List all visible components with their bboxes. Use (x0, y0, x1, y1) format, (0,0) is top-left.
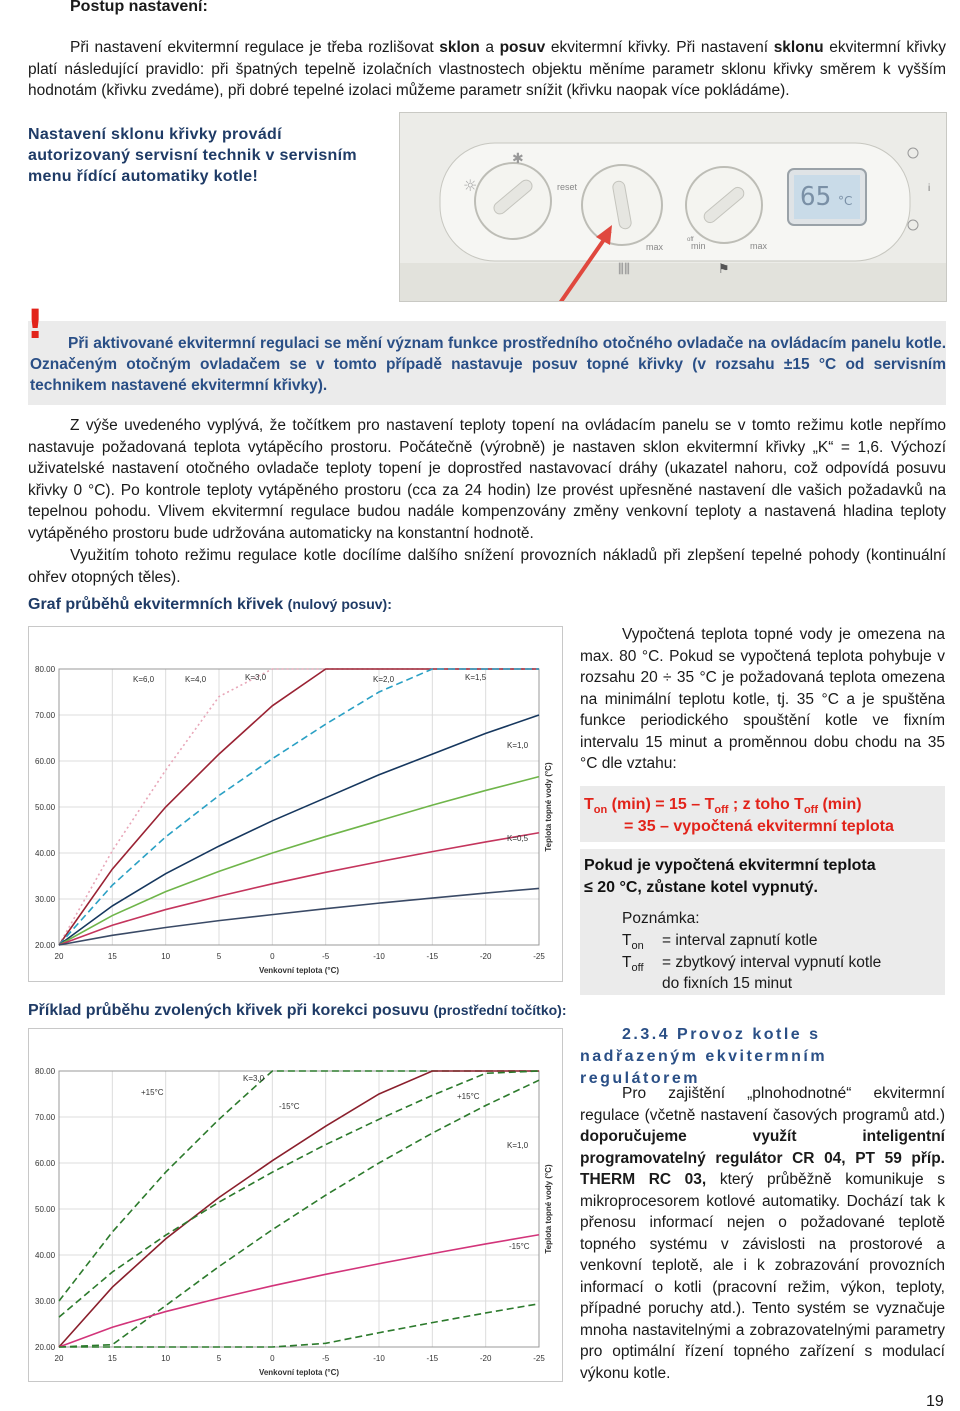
x-tick-label: 0 (270, 952, 275, 961)
series-label: +15°C (141, 1088, 164, 1097)
min-label: min (691, 241, 706, 251)
x-tick-label: -25 (533, 1354, 545, 1363)
sun-icon: ☼ (463, 176, 478, 195)
intro-text-4: ekvitermní křivky platí následující pravidlo: při špatných tepelně izolačních vlastnostech objektu měníme parametr sklonu křivky směrem k vyšším hodnotám (křivku zvedáme), při dobré tepelné izolaci můžeme parametr snížit (křivku naopak více pokládáme). (28, 39, 946, 99)
off-label: off (687, 237, 694, 243)
intro-text-2: a (485, 39, 494, 56)
chart1-title (28, 596, 392, 614)
y-axis-label: Teplota topné vody (°C) (544, 1164, 553, 1254)
toff-definition-1: = zbytkový interval vypnutí kotle (662, 954, 882, 971)
x-tick-label: -15 (426, 1354, 439, 1363)
series-label: K=1,5 (465, 673, 487, 682)
formula-line-1: $T_{on}$ $(\min) = 15 - T_{off}$ ; z toho $T_{off}$ (min) (584, 796, 862, 817)
x-tick-label: 15 (107, 952, 117, 961)
x-axis-label: Venkovní teplota (°C) (258, 966, 340, 975)
panel-illustration (400, 113, 946, 301)
series-line (59, 1080, 539, 1347)
regulator-text-bold: doporučujeme využít inteligentní programovatelný regulátor CR 04, PT 59 příp. THERM RC 03, (580, 1128, 945, 1188)
y-tick-label: 70.00 (35, 711, 56, 720)
series-label: -15°C (509, 1242, 530, 1251)
series-label: -15°C (279, 1102, 300, 1111)
radiator-icon: ⫼⫼ (618, 262, 630, 277)
y-tick-label: 30.00 (35, 895, 56, 904)
tap-icon: ⚑ (718, 262, 730, 277)
max-label-heating: max (646, 242, 664, 252)
display-unit: °C (838, 194, 853, 208)
x-tick-label: -10 (373, 1354, 385, 1363)
body-paragraph-2: Využitím tohoto režimu regulace kotle docílíme dalšího snížení provozních nákladů při zlepšení tepelné pohody (kontinuální ohřev otopných těles). (28, 547, 946, 586)
page-heading: Postup nastavení: (70, 0, 208, 15)
page-number: 19 (926, 1393, 944, 1410)
warning-mark: ! (26, 302, 45, 348)
chart2-svg (29, 1029, 562, 1381)
toff-definition-2: do fixních 15 minut (662, 975, 793, 992)
x-tick-label: 0 (270, 1354, 275, 1363)
y-tick-label: 80.00 (35, 665, 56, 674)
y-tick-label: 60.00 (35, 1159, 56, 1168)
warning-text: Při aktivované ekvitermní regulaci se mění význam funkce prostředního otočného ovladače na ovládacím panelu kotle. Označeným otočným ovladačem se v tomto případě nastavuje posuv topné křivky (v rozsahu ±15 °C od servisním technikem nastavené ekvitermní křivky). (30, 335, 946, 394)
toff-symbol: $T_{off}$ (622, 954, 644, 975)
series-line (59, 888, 539, 945)
intro-bold-sklon: sklon (439, 39, 480, 56)
series-label: +15°C (457, 1092, 480, 1101)
ton-definition: = interval zapnutí kotle (662, 932, 818, 949)
regulator-text-a: Pro zajištění „plnohodnotné“ ekvitermní regulace (včetně nastavení časových programů atd.) (580, 1085, 945, 1124)
chart2-frame (28, 1028, 563, 1382)
x-tick-label: -20 (479, 952, 492, 961)
chart2-title-sub: (prostřední točítko): (433, 1002, 567, 1018)
info-label: i (928, 183, 931, 194)
section-heading: 2.3.4 Provoz kotle s nadřazeným ekvitermním regulátorem (580, 1026, 828, 1087)
x-tick-label: -5 (322, 952, 330, 961)
y-tick-label: 60.00 (35, 757, 56, 766)
regulator-text-c: který průběžně komunikuje s mikroprocesorem kotlové automatiky. Dochází tak k přenosu informací nejen o požadované teplotě topného systému v závislosti na prostorové a venkovní teplotě, ale i k zobrazování provozních informací o kotli (pracovní režim, výkon, teploty, případné poruchy atd.). Tento systém se vyznačuje mnoha nastavitelnými a zobrazovatelnými parametry pro optimální řízení topného zařízení s modulací výkonu kotle. (580, 1171, 946, 1382)
x-tick-label: 15 (107, 1354, 117, 1363)
right-paragraph-2 (580, 1083, 945, 1384)
y-tick-label: 70.00 (35, 1113, 56, 1122)
note-title: Poznámka: (622, 910, 700, 927)
y-tick-label: 50.00 (35, 803, 56, 812)
y-axis-label: Teplota topné vody (°C) (544, 762, 553, 852)
intro-text-3: ekvitermní křivky. Při nastavení (550, 39, 769, 56)
y-tick-label: 40.00 (35, 849, 56, 858)
ton-symbol: $T_{on}$ (622, 932, 644, 953)
intro-paragraph (28, 37, 946, 102)
y-tick-label: 50.00 (35, 1205, 56, 1214)
intro-text-1: Při nastavení ekvitermní regulace je třeba rozlišovat (70, 39, 434, 56)
chart2-title (28, 1002, 566, 1020)
right-paragraph-1: Vypočtená teplota topné vody je omezena na max. 80 °C. Pokud se vypočtená teplota pohybuje v rozsahu 20 ÷ 35 °C je požadovaná teplota omezena na minimální teplotu kotle, tj. 35 °C a je spuštěna funkce periodického spouštění kotle ve fixním intervalu 15 minut a proměnnou dobu chodu na 35 °C dle vztahu: (580, 626, 945, 772)
intro-bold-sklonu: sklonu (773, 39, 824, 56)
chart1-title-sub: (nulový posuv): (287, 596, 392, 612)
chart1-svg (29, 627, 562, 981)
x-tick-label: -10 (373, 952, 385, 961)
x-tick-label: 5 (216, 1354, 222, 1363)
x-tick-label: -25 (533, 952, 545, 961)
series-line (59, 1304, 539, 1347)
series-line (59, 833, 539, 945)
x-tick-label: 20 (54, 1354, 64, 1363)
switch-off-text: Pokud je vypočtená ekvitermní teplota ≤ 20 °C, zůstane kotel vypnutý. (584, 857, 876, 896)
y-tick-label: 40.00 (35, 1251, 56, 1260)
series-label: K=3,0 (243, 1074, 265, 1083)
boiler-control-panel-photo (399, 112, 947, 302)
intro-bold-posuv: posuv (499, 39, 546, 56)
x-tick-label: -15 (426, 952, 439, 961)
x-tick-label: 10 (161, 1354, 171, 1363)
x-tick-label: 5 (216, 952, 222, 961)
chart1-frame (28, 626, 563, 982)
display-temperature: 65 (800, 182, 832, 212)
chart2-title-main: Příklad průběhu zvolených křivek při korekci posuvu (28, 1002, 430, 1019)
series-line (59, 715, 539, 945)
series-label: K=2,0 (373, 675, 395, 684)
x-tick-label: 10 (161, 952, 171, 961)
series-label: K=6,0 (133, 675, 155, 684)
x-tick-label: -5 (322, 1354, 330, 1363)
snowflake-icon: ✱ (512, 151, 524, 167)
series-label: K=4,0 (185, 675, 207, 684)
x-tick-label: -20 (479, 1354, 492, 1363)
formula-line-2: = 35 – vypočtená ekvitermní teplota (624, 818, 894, 835)
series-label: K=1,0 (507, 1141, 529, 1150)
series-label: K=3,0 (245, 673, 267, 682)
x-axis-label: Venkovní teplota (°C) (258, 1368, 340, 1377)
reset-label: reset (557, 182, 578, 192)
series-label: K=1,0 (507, 741, 529, 750)
service-note: Nastavení sklonu křivky provádí autorizovaný servisní technik v servisním menu řídící automatiky kotle! (28, 126, 357, 185)
series-label: K=0,5 (507, 834, 529, 843)
y-tick-label: 20.00 (35, 941, 56, 950)
chart1-title-main: Graf průběhů ekvitermních křivek (28, 596, 284, 613)
y-tick-label: 20.00 (35, 1343, 56, 1352)
y-tick-label: 80.00 (35, 1067, 56, 1076)
x-tick-label: 20 (54, 952, 64, 961)
body-paragraph-1: Z výše uvedeného vyplývá, že točítkem pro nastavení teploty topení na ovládacím panelu se v tomto režimu kotle nepřímo nastavuje požadovaná teplota vytápěcího prostoru. Počátečně (výrobně) je nastaven sklon ekvitermní křivky „K“ = 1,6. Výchozí uživatelské nastavení otočného ovladače teploty topení je doprostřed nastavovací dráhy (ukazatel nahoru, což odpovídá posuvu křivky 0 °C). Po kontrole teploty vytápěného prostoru (cca za 24 hodin) lze provést upřesněné nastavení dle vašich požadavků na tepelnou pohodu. Vlivem ekvitermní regulace budou nadále kompenzovány změny venkovní teploty a nastavená hladina teploty vytápěného prostoru bude udržována automaticky na konstantní hodnotě. (28, 417, 946, 542)
max-label-hotwater: max (750, 241, 768, 251)
y-tick-label: 30.00 (35, 1297, 56, 1306)
